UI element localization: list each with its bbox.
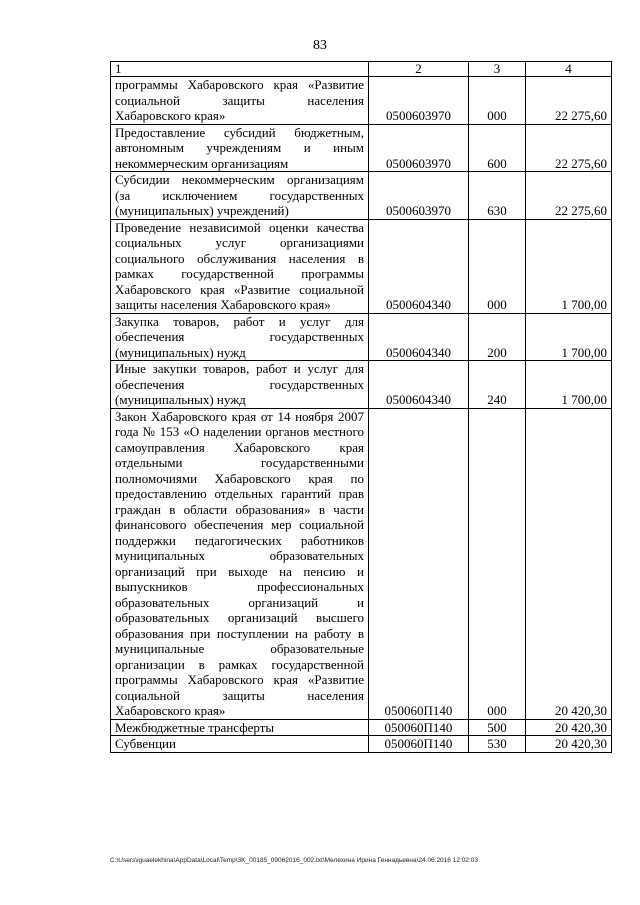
row-name-cell: Субсидии некоммерческим организациям (за исключением государственных (муниципальных) учреждений) [111,172,369,220]
header-col-4: 4 [526,62,612,77]
file-path-footer: C:\Users\iguaelekhina\AppData\Local\Temp\3K_00185_09062016_002.txt\Мелехина Ирина Геннадьевна\24.06.2016 12:02:03 [110,857,479,864]
table-row [111,361,612,409]
row-type-cell: 600 [469,124,526,172]
row-amount-cell: 22 275,60 [526,77,612,125]
row-type-cell: 240 [469,361,526,409]
row-amount-cell: 22 275,60 [526,172,612,220]
row-code-cell: 0500604340 [369,313,469,361]
row-code-cell: 050060П140 [369,408,469,719]
table-row [111,77,612,125]
table-row [111,736,612,753]
budget-table [110,61,612,753]
header-col-1: 1 [111,62,369,77]
row-code-cell: 0500603970 [369,124,469,172]
row-code-cell: 0500603970 [369,77,469,125]
header-col-3: 3 [469,62,526,77]
row-amount-cell: 22 275,60 [526,124,612,172]
row-code-cell: 0500603970 [369,172,469,220]
row-amount-cell: 20 420,30 [526,736,612,753]
row-type-cell: 000 [469,408,526,719]
table-header-row [111,62,612,77]
page-number: 83 [313,38,327,53]
row-name-cell: Иные закупки товаров, работ и услуг для обеспечения государственных (муниципальных) нужд [111,361,369,409]
table-row [111,219,612,313]
row-name-cell: Закон Хабаровского края от 14 ноября 2007 года № 153 «О наделении органов местного самоуправления Хабаровского края отдельными государственными полномочиями Хабаровского края по предоставлению отдельных гарантий прав граждан в области образования» в части финансового обеспечения мер социальной поддержки педагогических работников муниципальных образовательных организаций при выходе на пенсию и выпускников профессиональных образовательных организаций и образовательных организаций высшего образования при поступлении на работу в муниципальные образовательные организации в рамках государственной программы Хабаровского края «Развитие социальной защиты населения Хабаровского края» [111,408,369,719]
row-amount-cell: 20 420,30 [526,408,612,719]
table-row [111,124,612,172]
row-name-cell: Проведение независимой оценки качества социальных услуг организациями социального обслуживания населения в рамках государственной программы Хабаровского края «Развитие социальной защиты населения Хабаровского края» [111,219,369,313]
row-type-cell: 630 [469,172,526,220]
row-amount-cell: 20 420,30 [526,719,612,736]
row-code-cell: 050060П140 [369,719,469,736]
row-type-cell: 530 [469,736,526,753]
row-code-cell: 0500604340 [369,219,469,313]
row-amount-cell: 1 700,00 [526,313,612,361]
row-code-cell: 050060П140 [369,736,469,753]
row-name-cell: Межбюджетные трансферты [111,719,369,736]
row-amount-cell: 1 700,00 [526,361,612,409]
table-row [111,719,612,736]
row-name-cell: программы Хабаровского края «Развитие социальной защиты населения Хабаровского края» [111,77,369,125]
row-name-cell: Предоставление субсидий бюджетным, автономным учреждениям и иным некоммерческим организациям [111,124,369,172]
table-row [111,172,612,220]
row-name-cell: Субвенции [111,736,369,753]
row-name-cell: Закупка товаров, работ и услуг для обеспечения государственных (муниципальных) нужд [111,313,369,361]
header-col-2: 2 [369,62,469,77]
row-type-cell: 000 [469,77,526,125]
row-type-cell: 000 [469,219,526,313]
row-type-cell: 200 [469,313,526,361]
table-row [111,313,612,361]
row-code-cell: 0500604340 [369,361,469,409]
row-amount-cell: 1 700,00 [526,219,612,313]
table-row [111,408,612,719]
row-type-cell: 500 [469,719,526,736]
